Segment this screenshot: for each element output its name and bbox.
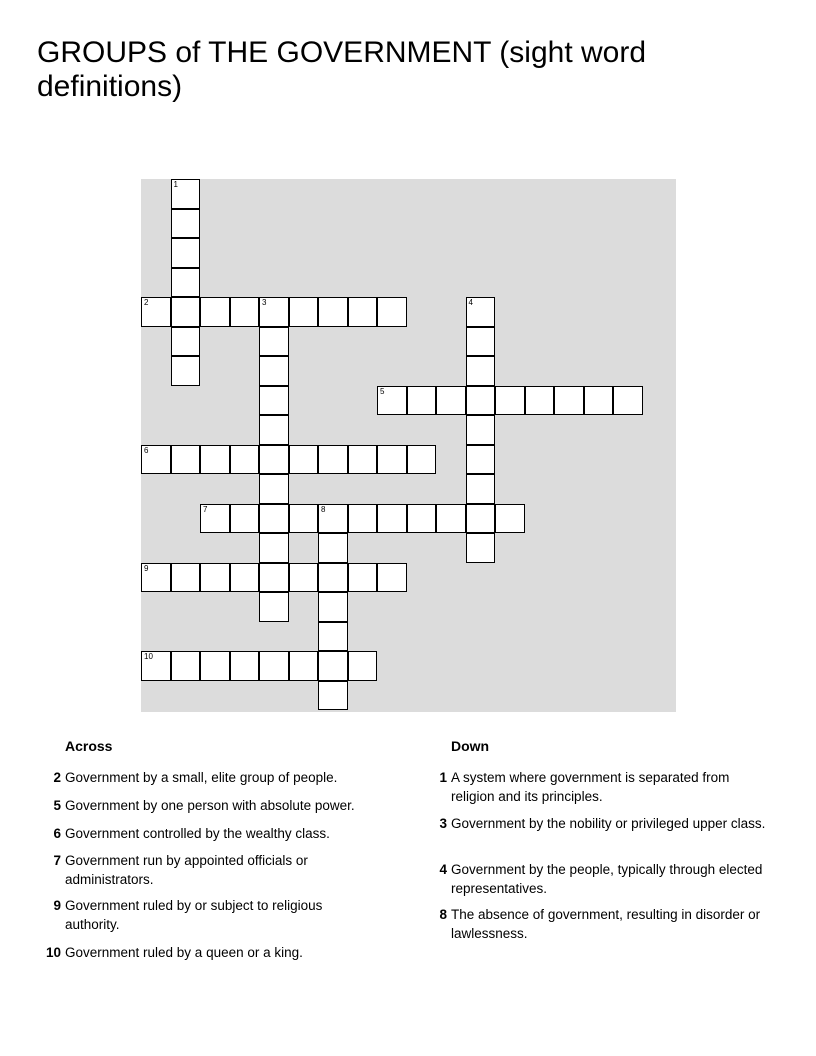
crossword-cell[interactable] — [171, 651, 201, 681]
crossword-cell[interactable] — [259, 533, 289, 563]
crossword-cell[interactable] — [259, 592, 289, 622]
crossword-cell[interactable] — [318, 592, 348, 622]
clue-text: Government by the nobility or privileged upper class. — [451, 816, 766, 831]
crossword-cell[interactable] — [348, 563, 378, 593]
across-heading: Across — [65, 738, 113, 754]
crossword-cell[interactable] — [377, 297, 407, 327]
crossword-cell[interactable] — [289, 297, 319, 327]
cell-number: 1 — [173, 180, 178, 189]
crossword-cell[interactable] — [259, 474, 289, 504]
crossword-cell[interactable] — [171, 327, 201, 357]
crossword-cell[interactable] — [318, 533, 348, 563]
crossword-cell[interactable] — [230, 504, 260, 534]
cell-number: 7 — [203, 504, 208, 514]
crossword-cell[interactable] — [348, 651, 378, 681]
crossword-cell[interactable] — [171, 356, 201, 386]
crossword-cell[interactable] — [230, 445, 260, 475]
clue-number: 2 — [53, 770, 61, 785]
crossword-cell[interactable] — [141, 651, 171, 681]
crossword-cell[interactable] — [230, 297, 260, 327]
crossword-cell[interactable] — [495, 386, 525, 416]
crossword-cell[interactable] — [466, 533, 496, 563]
clue-text: Government run by appointed officials or administrators. — [65, 853, 308, 887]
crossword-cell[interactable] — [318, 563, 348, 593]
crossword-cell[interactable] — [171, 179, 201, 209]
crossword-cell[interactable] — [318, 681, 348, 711]
crossword-cell[interactable] — [289, 504, 319, 534]
page-title: GROUPS of THE GOVERNMENT (sight word definitions) — [37, 36, 647, 103]
crossword-cell[interactable] — [377, 504, 407, 534]
crossword-cell[interactable] — [466, 504, 496, 534]
clue-number: 7 — [53, 853, 61, 868]
crossword-cell[interactable] — [171, 238, 201, 268]
cell-number: 2 — [144, 298, 149, 307]
crossword-cell[interactable] — [259, 415, 289, 445]
down-heading: Down — [451, 738, 490, 754]
crossword-cell[interactable] — [466, 474, 496, 504]
crossword-cell[interactable] — [318, 651, 348, 681]
crossword-cell[interactable] — [259, 563, 289, 593]
clue-text: Government ruled by or subject to religious authority. — [65, 898, 323, 932]
crossword-cell[interactable] — [436, 386, 466, 416]
crossword-cell[interactable] — [171, 268, 201, 298]
crossword-cell[interactable] — [525, 386, 555, 416]
clue-number: 6 — [53, 826, 61, 841]
crossword-cell[interactable] — [436, 504, 466, 534]
crossword-cell[interactable] — [377, 386, 407, 416]
clue-text: A system where government is separated from religion and its principles. — [451, 770, 730, 804]
crossword-cell[interactable] — [318, 504, 348, 534]
cell-number: 5 — [380, 386, 385, 396]
cell-number: 6 — [144, 445, 149, 455]
crossword-cell[interactable] — [554, 386, 584, 416]
cell-number: 4 — [468, 298, 473, 307]
crossword-cell[interactable] — [348, 297, 378, 327]
crossword-cell[interactable] — [200, 445, 230, 475]
crossword-cell[interactable] — [407, 386, 437, 416]
crossword-cell[interactable] — [318, 622, 348, 652]
clue-text: The absence of government, resulting in disorder or lawlessness. — [451, 907, 761, 941]
crossword-cell[interactable] — [230, 651, 260, 681]
clue-number: 5 — [53, 798, 61, 813]
crossword-cell[interactable] — [141, 445, 171, 475]
cell-number: 3 — [262, 298, 267, 307]
crossword-cell[interactable] — [407, 504, 437, 534]
crossword-cell[interactable] — [171, 297, 201, 327]
crossword-cell[interactable] — [171, 209, 201, 239]
crossword-cell[interactable] — [289, 445, 319, 475]
crossword-cell[interactable] — [466, 445, 496, 475]
crossword-cell[interactable] — [289, 563, 319, 593]
crossword-cell[interactable] — [407, 445, 437, 475]
crossword-cell[interactable] — [259, 445, 289, 475]
clue-number: 4 — [439, 862, 447, 877]
clue-text: Government by one person with absolute power. — [65, 798, 355, 813]
cell-number: 9 — [144, 563, 149, 573]
crossword-cell[interactable] — [200, 504, 230, 534]
clue-text: Government by the people, typically through elected representatives. — [451, 862, 763, 896]
crossword-cell[interactable] — [259, 356, 289, 386]
crossword-cell[interactable] — [289, 651, 319, 681]
crossword-cell[interactable] — [200, 651, 230, 681]
crossword-cell[interactable] — [141, 563, 171, 593]
crossword-cell[interactable] — [259, 327, 289, 357]
clue-number: 10 — [45, 945, 61, 960]
clue-text: Government by a small, elite group of people. — [65, 770, 338, 785]
crossword-cell[interactable] — [466, 415, 496, 445]
clue-text: Government ruled by a queen or a king. — [65, 945, 303, 960]
crossword-cell[interactable] — [259, 297, 289, 327]
clue-number: 1 — [439, 770, 447, 785]
crossword-cell[interactable] — [230, 563, 260, 593]
crossword-cell[interactable] — [466, 327, 496, 357]
crossword-cell[interactable] — [613, 386, 643, 416]
crossword-cell[interactable] — [259, 386, 289, 416]
crossword-cell[interactable] — [259, 651, 289, 681]
clue-text: Government controlled by the wealthy class. — [65, 826, 330, 841]
crossword-cell[interactable] — [171, 445, 201, 475]
crossword-cell[interactable] — [466, 386, 496, 416]
crossword-cell[interactable] — [377, 445, 407, 475]
crossword-cell[interactable] — [466, 297, 496, 327]
crossword-cell[interactable] — [348, 504, 378, 534]
crossword-cell[interactable] — [348, 445, 378, 475]
cell-number: 8 — [321, 504, 326, 514]
crossword-cell[interactable] — [200, 563, 230, 593]
clue-number: 8 — [439, 907, 447, 922]
clue-number: 3 — [439, 816, 447, 831]
crossword-cell[interactable] — [318, 297, 348, 327]
crossword-cell[interactable] — [259, 504, 289, 534]
clue-number: 9 — [53, 898, 61, 913]
crossword-cell[interactable] — [466, 356, 496, 386]
crossword-cell[interactable] — [318, 445, 348, 475]
crossword-cell[interactable] — [141, 297, 171, 327]
crossword-cell[interactable] — [200, 297, 230, 327]
crossword-grid — [141, 179, 676, 712]
crossword-cell[interactable] — [171, 563, 201, 593]
crossword-cell[interactable] — [584, 386, 614, 416]
crossword-cell[interactable] — [377, 563, 407, 593]
crossword-cell[interactable] — [495, 504, 525, 534]
cell-number: 10 — [144, 652, 153, 661]
